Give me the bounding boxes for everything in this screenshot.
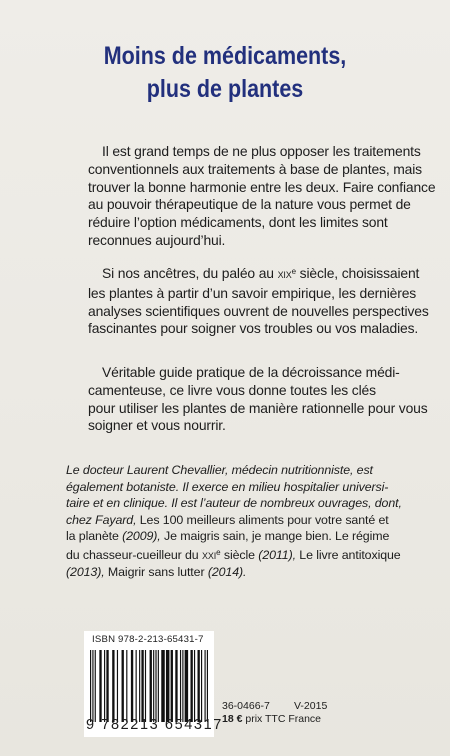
paragraph-line: camenteuse, ce livre vous donne toutes les clés bbox=[88, 381, 376, 398]
paragraph-1 bbox=[88, 143, 436, 250]
barcode-bar bbox=[155, 650, 156, 722]
bio-line bbox=[66, 462, 396, 479]
barcode-bar bbox=[112, 650, 114, 722]
barcode-bar bbox=[190, 650, 192, 722]
bio-line bbox=[66, 528, 396, 545]
barcode-bar bbox=[126, 650, 127, 722]
bio-line bbox=[66, 495, 402, 512]
century-numeral: XIX bbox=[277, 270, 292, 280]
barcode-bar bbox=[158, 650, 159, 722]
paragraph-line: analyses scientifiques ouvrent de nouvelles perspectives bbox=[88, 302, 429, 319]
bio-line bbox=[66, 512, 396, 529]
bio-text: Le docteur Laurent Chevallier, médecin nutritionniste, est bbox=[66, 463, 373, 477]
barcode-bar bbox=[145, 650, 146, 722]
paragraph-line: trouver la bonne harmonie entre les deux. Faire confiance bbox=[88, 178, 436, 195]
barcode-bar bbox=[175, 650, 177, 722]
barcode-bar bbox=[106, 650, 108, 722]
bio-line bbox=[66, 564, 396, 581]
barcode-bar bbox=[182, 650, 183, 722]
barcode-bar bbox=[185, 650, 189, 722]
paragraph-line bbox=[88, 263, 418, 285]
barcode-bar bbox=[139, 650, 140, 722]
text-run: siècle, choisissaient bbox=[295, 265, 420, 281]
text-run: Si nos ancêtres, du paléo au bbox=[102, 265, 278, 281]
bio-line bbox=[66, 545, 401, 565]
paragraph-line: reconnues aujourd’hui. bbox=[88, 231, 226, 248]
barcode-bar bbox=[171, 650, 173, 722]
barcode-bar bbox=[197, 650, 199, 722]
barcode-bar bbox=[166, 650, 170, 722]
bio-text: également botaniste. Il exerce en milieu hospitalier universi- bbox=[66, 479, 389, 494]
paragraph-line: Véritable guide pratique de la décroissance médi- bbox=[102, 364, 400, 380]
barcode-bar bbox=[201, 650, 202, 722]
price-text: prix TTC France bbox=[242, 713, 322, 725]
barcode-bar bbox=[131, 650, 133, 722]
paragraph-2 bbox=[88, 263, 429, 338]
paragraph-line: soigner et vous nourrir. bbox=[88, 417, 226, 434]
barcode-bar bbox=[95, 650, 96, 722]
barcode-bar bbox=[136, 650, 137, 722]
paragraph-line: réduire l’option médicaments, dont les limites sont bbox=[88, 214, 388, 231]
cover-title bbox=[32, 40, 419, 106]
reference-code: 36-0466-7 bbox=[222, 700, 270, 712]
bio-text: chez Fayard, bbox=[66, 512, 137, 527]
barcode-bar bbox=[92, 650, 93, 722]
price-amount: 18 € bbox=[222, 713, 243, 725]
barcode-bar bbox=[90, 650, 91, 722]
book-title: Maigrir sans lutter bbox=[104, 565, 208, 579]
barcode-icon bbox=[90, 650, 208, 722]
barcode-bar bbox=[150, 650, 152, 722]
barcode-bar bbox=[161, 650, 165, 722]
paragraph-line: pour utiliser les plantes de manière rationnelle pour vous bbox=[88, 399, 428, 416]
ordinal-suffix: e bbox=[216, 547, 221, 557]
isbn-label: ISBN 978-2-213-65431-7 bbox=[92, 634, 204, 645]
author-bio bbox=[66, 462, 402, 581]
book-title: la planète bbox=[66, 529, 123, 543]
paragraph-line: au pouvoir thérapeutique de la nature vous permet de bbox=[88, 196, 411, 213]
barcode-bar bbox=[141, 650, 143, 722]
barcode-bar bbox=[194, 650, 195, 722]
version-code: V-2015 bbox=[294, 700, 328, 712]
paragraph-line: Il est grand temps de ne plus opposer les traitements bbox=[102, 143, 421, 159]
barcode-digits: 9 782213 654317 bbox=[86, 717, 223, 733]
paragraph-line: les plantes à partir d’un savoir empirique, les dernières bbox=[88, 284, 417, 301]
barcode-bar bbox=[180, 650, 181, 722]
title-line-2: plus de plantes bbox=[146, 75, 304, 103]
bio-line bbox=[66, 479, 396, 496]
barcode-bar bbox=[122, 650, 124, 722]
book-year: (2009), bbox=[122, 529, 161, 543]
book-title: siècle bbox=[220, 547, 259, 562]
barcode-bar bbox=[153, 650, 154, 722]
bio-text: taire et en clinique. Il est l’auteur de nombreux ouvrages, dont, bbox=[66, 496, 402, 510]
book-year: (2014). bbox=[207, 565, 247, 579]
title-line-1: Moins de médicaments, bbox=[103, 42, 347, 70]
book-title: Je maigris sain, je mange bien. Le régime bbox=[160, 529, 390, 543]
barcode-bar bbox=[99, 650, 101, 722]
book-year: (2013), bbox=[66, 565, 105, 579]
book-title: Le livre antitoxique bbox=[295, 547, 401, 562]
price-line bbox=[222, 713, 321, 725]
book-year: (2011), bbox=[258, 547, 296, 562]
ordinal-suffix: e bbox=[291, 267, 296, 276]
book-title: Les 100 meilleurs aliments pour votre santé et bbox=[136, 512, 389, 527]
paragraph-line: conventionnels aux traitements à base de plantes, mais bbox=[88, 160, 422, 177]
barcode-bar bbox=[104, 650, 105, 722]
barcode-bar bbox=[205, 650, 206, 722]
book-title: du chasseur-cueilleur du bbox=[66, 547, 202, 562]
paragraph-3 bbox=[88, 364, 428, 435]
barcode-bar bbox=[207, 650, 208, 722]
century-numeral: XXI bbox=[201, 550, 217, 561]
barcode-bar bbox=[117, 650, 118, 722]
paragraph-line: fascinantes pour soigner vos troubles ou vos maladies. bbox=[88, 320, 419, 337]
